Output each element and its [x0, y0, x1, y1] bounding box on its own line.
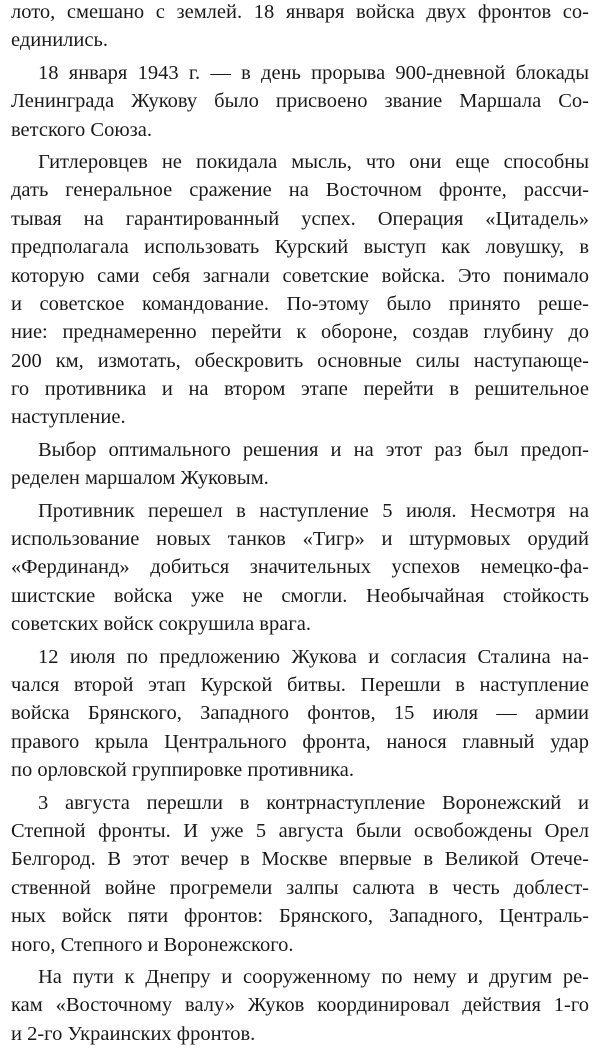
text-line: предполагала использовать Курский выступ как ловушку, в	[11, 236, 589, 259]
text-line: 18 января 1943 г. — в день прорыва 900-дневной блокады	[38, 61, 589, 84]
text-line: Гитлеровцев не покидала мысль, что они еще способны	[38, 150, 589, 173]
text-line: по орловской группировке противника.	[11, 759, 355, 782]
paragraph-dnieper	[11, 963, 589, 1048]
paragraph-august-counteroffensive	[11, 789, 589, 959]
book-page	[11, 0, 589, 1045]
text-line: «Фердинанд» добиться значительных успехов немецко-фа-	[11, 556, 589, 579]
text-line: ние: преднамеренно перейти к обороне, создав глубину до	[11, 321, 589, 344]
text-line: ного, Степного и Воронежского.	[11, 933, 294, 956]
text-line: ных войск пяти фронтов: Брянского, Западного, Централь-	[11, 905, 589, 928]
paragraph-zhukov-marshal	[11, 59, 589, 144]
text-line: го противника и на втором этапе перейти в решительное	[11, 378, 589, 401]
text-line: советских войск сокрушила врага.	[11, 613, 311, 636]
paragraph-citadel	[11, 148, 589, 432]
text-line: дать генеральное сражение на Восточном фронте, рассчи-	[11, 179, 589, 202]
text-line: ственной войне прогремели залпы салюта в честь доблест-	[11, 876, 589, 899]
text-line: ределен маршалом Жуковым.	[11, 467, 269, 490]
text-line: войска Брянского, Западного фонтов, 15 июля — армии	[11, 702, 589, 725]
paragraph-optimal-decision	[11, 436, 589, 493]
text-line: 12 июля по предложению Жукова и согласия Сталина на-	[38, 645, 589, 668]
paragraph-july-offensive	[11, 497, 589, 639]
text-line: ветского Союза.	[11, 118, 152, 141]
text-line: Ленинграда Жукову было присвоено звание Маршала Со-	[11, 90, 589, 113]
text-line: и 2-го Украинских фронтов.	[11, 1022, 256, 1045]
text-line: Белгород. В этот вечер в Москве впервые в Великой Отече-	[11, 848, 589, 871]
text-line: Степной фронты. И уже 5 августа были освобождены Орел	[11, 819, 589, 842]
text-line: Противник перешел в наступление 5 июля. Несмотря на	[38, 499, 589, 522]
text-line: тывая на гарантированный успех. Операция «Цитадель»	[11, 207, 589, 230]
text-line: правого крыла Центрального фронта, нанося главный удар	[11, 730, 589, 753]
text-line: и советское командование. По-этому было принято реше-	[11, 292, 589, 315]
text-line: 3 августа перешли в контрнаступление Воронежский и	[38, 791, 589, 814]
text-line: чался второй этап Курской битвы. Перешли в наступление	[11, 673, 589, 696]
text-line: Выбор оптимального решения и на этот раз был предоп-	[38, 438, 589, 461]
text-line: которую сами себя загнали советские войска. Это понимало	[11, 264, 589, 287]
paragraph-second-stage	[11, 643, 589, 785]
text-line: кам «Восточному валу» Жуков координировал действия 1-го	[11, 994, 589, 1017]
text-line: наступление.	[11, 406, 126, 429]
text-line: шистские войска уже не смогли. Необычайная стойкость	[11, 584, 589, 607]
text-line: использование новых танков «Тигр» и штурмовых орудий	[11, 528, 589, 551]
text-line: лото, смешано с землей. 18 января войска двух фронтов со-	[11, 1, 589, 23]
paragraph-continuation	[11, 0, 589, 55]
text-line: 200 км, измотать, обескровить основные силы наступающе-	[11, 349, 589, 372]
text-line: На пути к Днепру и сооруженному по нему и другим ре-	[38, 965, 589, 988]
text-line: единились.	[11, 29, 108, 52]
